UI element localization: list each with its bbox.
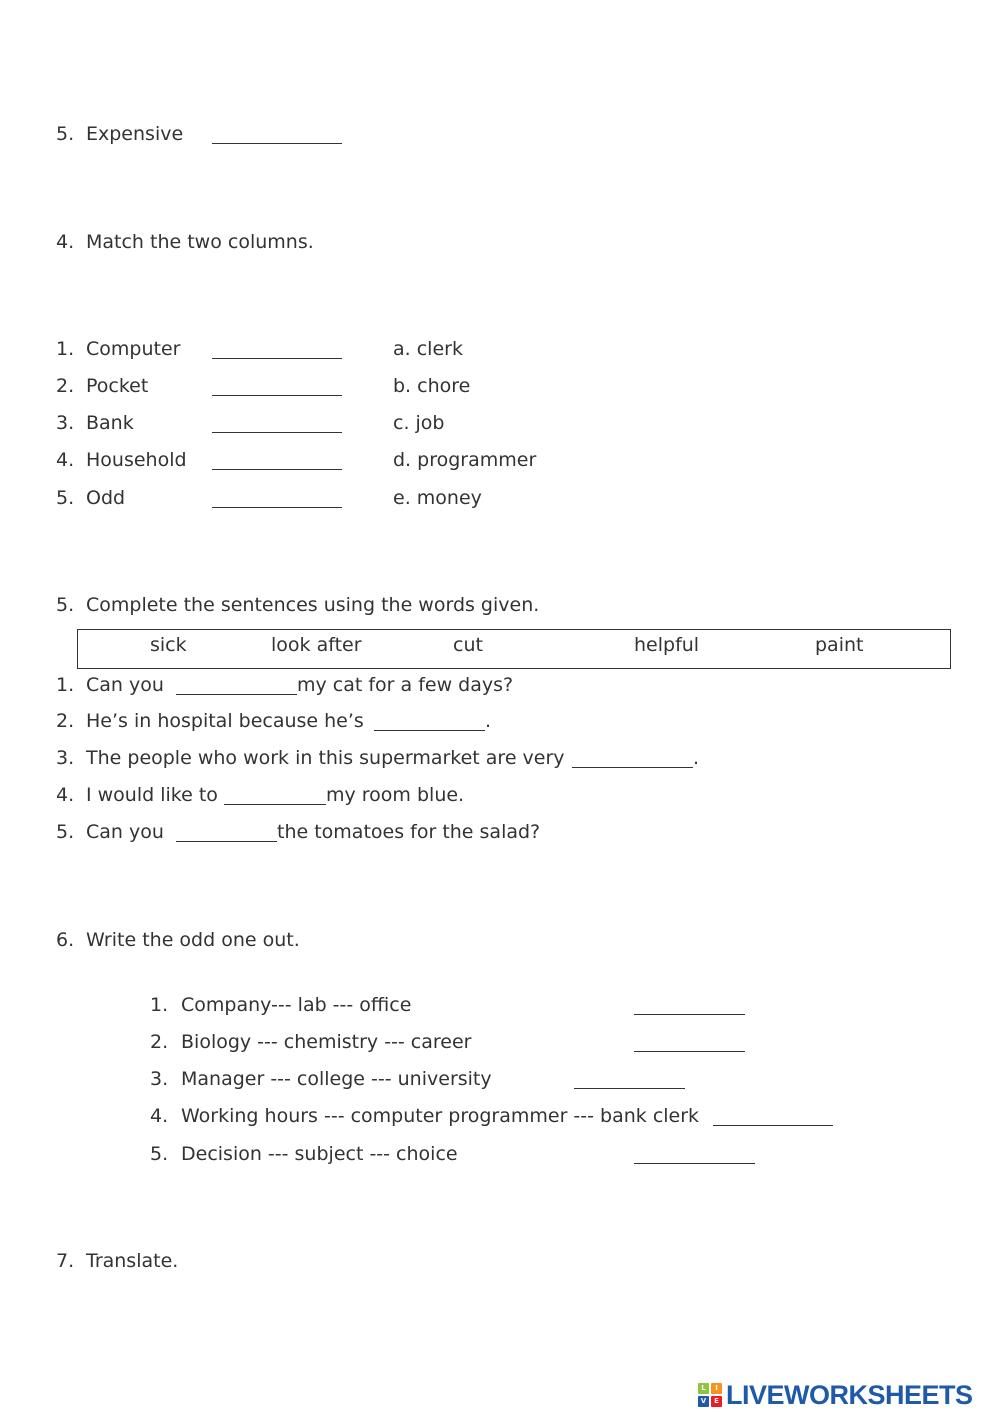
answer-blank[interactable] xyxy=(212,358,342,359)
section-number: 6. xyxy=(56,929,75,951)
sentence-text: Can you xyxy=(86,821,164,843)
odd-one-out-text: Decision --- subject --- choice xyxy=(181,1143,458,1165)
sentence-text: The people who work in this supermarket are very xyxy=(86,747,565,769)
logo-icon-letter: V xyxy=(698,1396,709,1407)
sentence-text: . xyxy=(693,747,700,769)
sentence-text: . xyxy=(485,710,492,732)
word-bank-item: look after xyxy=(271,634,362,656)
answer-blank[interactable] xyxy=(212,395,342,396)
match-word: Pocket xyxy=(86,375,149,397)
sentence-text: I would like to xyxy=(86,784,218,806)
item-number: 4. xyxy=(150,1105,169,1127)
word-bank-item: paint xyxy=(815,634,864,656)
odd-one-out-text: Manager --- college --- university xyxy=(181,1068,492,1090)
item-number: 3. xyxy=(56,412,75,434)
section-title: Match the two columns. xyxy=(86,231,314,253)
item-number: 5. xyxy=(56,123,75,145)
match-option: b. chore xyxy=(393,375,471,397)
word-bank-item: cut xyxy=(453,634,483,656)
sentence-text: Can you xyxy=(86,674,164,696)
answer-blank[interactable] xyxy=(176,694,297,695)
brand-name: LIVEWORKSHEETS xyxy=(726,1379,973,1410)
sentence-text: my cat for a few days? xyxy=(297,674,514,696)
liveworksheets-icon xyxy=(698,1383,722,1407)
sentence-text: the tomatoes for the salad? xyxy=(277,821,541,843)
logo-icon-letter: I xyxy=(711,1383,722,1394)
answer-blank[interactable] xyxy=(572,767,693,768)
match-option: d. programmer xyxy=(393,449,537,471)
item-number: 2. xyxy=(56,375,75,397)
item-number: 3. xyxy=(56,747,75,769)
item-number: 2. xyxy=(56,710,75,732)
answer-blank[interactable] xyxy=(212,507,342,508)
section-number: 5. xyxy=(56,594,75,616)
answer-blank[interactable] xyxy=(224,804,326,805)
answer-blank[interactable] xyxy=(176,841,277,842)
match-option: c. job xyxy=(393,412,445,434)
answer-blank[interactable] xyxy=(212,469,342,470)
answer-blank[interactable] xyxy=(212,432,342,433)
match-option: e. money xyxy=(393,487,482,509)
logo-icon-letter: L xyxy=(698,1383,709,1394)
word-bank-item: sick xyxy=(150,634,187,656)
section-title: Translate. xyxy=(86,1250,179,1272)
match-option: a. clerk xyxy=(393,338,463,360)
item-number: 1. xyxy=(150,994,169,1016)
section-title: Complete the sentences using the words given. xyxy=(86,594,540,616)
odd-one-out-text: Biology --- chemistry --- career xyxy=(181,1031,472,1053)
liveworksheets-logo xyxy=(698,1378,973,1412)
match-word: Odd xyxy=(86,487,126,509)
match-word: Bank xyxy=(86,412,134,434)
item-number: 5. xyxy=(150,1143,169,1165)
section-title: Write the odd one out. xyxy=(86,929,300,951)
item-number: 1. xyxy=(56,674,75,696)
logo-icon-letter: E xyxy=(711,1396,722,1407)
match-word: Computer xyxy=(86,338,181,360)
item-number: 3. xyxy=(150,1068,169,1090)
odd-one-out-text: Working hours --- computer programmer --- bank clerk xyxy=(181,1105,700,1127)
match-word: Expensive xyxy=(86,123,184,145)
item-number: 1. xyxy=(56,338,75,360)
answer-blank[interactable] xyxy=(574,1088,685,1089)
item-number: 5. xyxy=(56,487,75,509)
item-number: 4. xyxy=(56,784,75,806)
item-number: 5. xyxy=(56,821,75,843)
answer-blank[interactable] xyxy=(634,1163,755,1164)
sentence-text: my room blue. xyxy=(326,784,465,806)
odd-one-out-text: Company--- lab --- office xyxy=(181,994,412,1016)
section-number: 4. xyxy=(56,231,75,253)
answer-blank[interactable] xyxy=(212,143,342,144)
answer-blank[interactable] xyxy=(374,730,485,731)
answer-blank[interactable] xyxy=(634,1014,745,1015)
match-word: Household xyxy=(86,449,187,471)
word-bank-item: helpful xyxy=(634,634,700,656)
sentence-text: He’s in hospital because he’s xyxy=(86,710,364,732)
item-number: 4. xyxy=(56,449,75,471)
answer-blank[interactable] xyxy=(634,1051,745,1052)
answer-blank[interactable] xyxy=(713,1125,833,1126)
item-number: 2. xyxy=(150,1031,169,1053)
section-number: 7. xyxy=(56,1250,75,1272)
